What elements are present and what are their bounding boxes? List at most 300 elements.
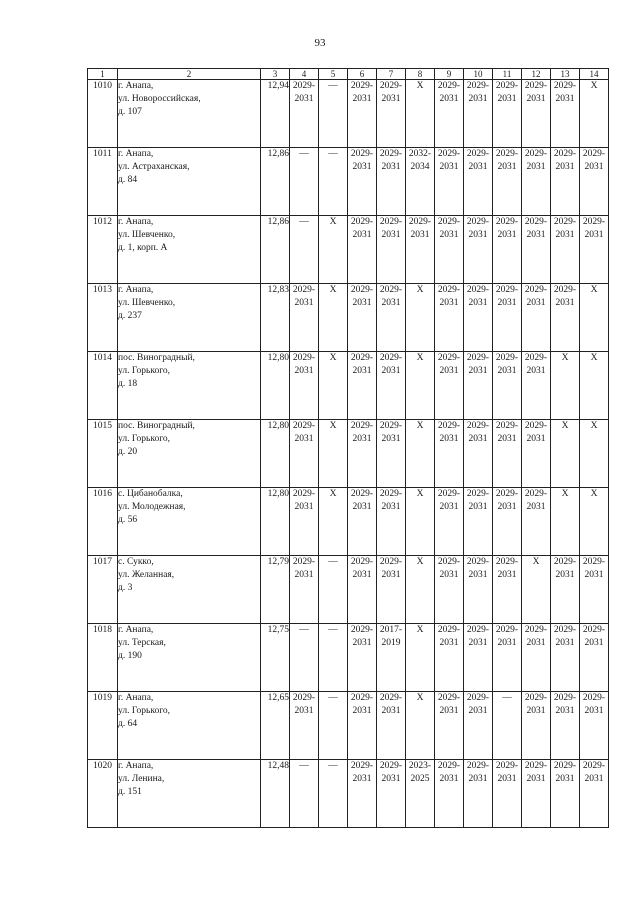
period-value: 2023- 2025 bbox=[408, 761, 432, 784]
period-value: 2029- 2031 bbox=[292, 353, 316, 376]
period-value: 2029- 2031 bbox=[379, 557, 403, 580]
area-value: 12,83 bbox=[261, 284, 290, 352]
area-value: 12,65 bbox=[261, 692, 290, 760]
period-cell bbox=[319, 352, 348, 420]
period-cell bbox=[348, 352, 377, 420]
period-value: X bbox=[416, 285, 424, 295]
period-value: X bbox=[416, 693, 424, 703]
period-value: 2029- 2031 bbox=[553, 625, 577, 648]
table-row bbox=[88, 624, 609, 692]
period-cell bbox=[290, 80, 319, 148]
period-cell bbox=[435, 420, 464, 488]
column-header: 2 bbox=[118, 69, 261, 80]
address-line: г. Анапа, bbox=[118, 693, 154, 703]
period-value: 2029- 2031 bbox=[495, 217, 519, 240]
period-value: X bbox=[532, 557, 540, 567]
period-cell bbox=[464, 488, 493, 556]
period-value: 2017- 2019 bbox=[379, 625, 403, 648]
period-value: X bbox=[329, 217, 337, 227]
period-cell bbox=[551, 692, 580, 760]
period-cell bbox=[551, 352, 580, 420]
period-cell bbox=[551, 488, 580, 556]
period-cell bbox=[319, 556, 348, 624]
period-value: 2029- 2031 bbox=[350, 625, 374, 648]
row-number: 1013 bbox=[88, 284, 118, 352]
period-cell bbox=[493, 148, 522, 216]
address-line: д. 1, корп. А bbox=[118, 243, 168, 253]
area-value: 12,79 bbox=[261, 556, 290, 624]
address-line: пос. Виноградный, bbox=[118, 353, 195, 363]
period-cell bbox=[377, 556, 406, 624]
address-line: ул. Терская, bbox=[118, 638, 166, 648]
period-cell bbox=[551, 556, 580, 624]
period-cell bbox=[551, 624, 580, 692]
period-cell bbox=[406, 284, 435, 352]
period-value: 2032- 2034 bbox=[408, 149, 432, 172]
period-value: X bbox=[329, 285, 337, 295]
period-cell bbox=[464, 624, 493, 692]
period-value: 2029- 2031 bbox=[292, 421, 316, 444]
column-header: 14 bbox=[580, 69, 609, 80]
period-value: 2029- 2031 bbox=[582, 693, 606, 716]
period-cell bbox=[290, 284, 319, 352]
period-value: X bbox=[590, 353, 598, 363]
column-header: 13 bbox=[551, 69, 580, 80]
period-value: — bbox=[328, 557, 338, 567]
period-cell bbox=[580, 80, 609, 148]
period-value: X bbox=[416, 489, 424, 499]
area-value: 12,86 bbox=[261, 216, 290, 284]
period-cell bbox=[493, 216, 522, 284]
address-line: ул. Астраханская, bbox=[118, 162, 190, 172]
table-row bbox=[88, 352, 609, 420]
period-cell bbox=[435, 624, 464, 692]
period-cell bbox=[319, 420, 348, 488]
period-value: X bbox=[561, 421, 569, 431]
period-cell bbox=[406, 80, 435, 148]
period-cell bbox=[435, 216, 464, 284]
period-cell bbox=[435, 760, 464, 828]
period-cell bbox=[493, 284, 522, 352]
address-line: с. Сукко, bbox=[118, 557, 154, 567]
address-line: д. 84 bbox=[118, 175, 138, 185]
period-cell bbox=[319, 624, 348, 692]
period-value: 2029- 2031 bbox=[350, 489, 374, 512]
period-value: 2029- 2031 bbox=[379, 489, 403, 512]
period-cell bbox=[551, 760, 580, 828]
address-line: ул. Горького, bbox=[118, 706, 170, 716]
period-value: 2029- 2031 bbox=[350, 285, 374, 308]
period-cell bbox=[522, 80, 551, 148]
period-cell bbox=[319, 760, 348, 828]
period-cell bbox=[580, 352, 609, 420]
column-header: 9 bbox=[435, 69, 464, 80]
address-cell bbox=[118, 284, 261, 352]
address-line: д. 107 bbox=[118, 107, 142, 117]
period-value: 2029- 2031 bbox=[408, 217, 432, 240]
period-value: 2029- 2031 bbox=[524, 421, 548, 444]
period-value: 2029- 2031 bbox=[379, 217, 403, 240]
table-row bbox=[88, 216, 609, 284]
period-value: X bbox=[590, 421, 598, 431]
period-cell bbox=[580, 420, 609, 488]
address-line: ул. Новороссийская, bbox=[118, 94, 201, 104]
period-cell bbox=[406, 556, 435, 624]
period-value: X bbox=[561, 353, 569, 363]
address-cell bbox=[118, 760, 261, 828]
period-value: 2029- 2031 bbox=[524, 761, 548, 784]
period-cell bbox=[406, 148, 435, 216]
period-cell bbox=[580, 624, 609, 692]
address-line: ул. Горького, bbox=[118, 434, 170, 444]
column-header: 5 bbox=[319, 69, 348, 80]
period-cell bbox=[290, 148, 319, 216]
period-value: 2029- 2031 bbox=[350, 81, 374, 104]
period-value: 2029- 2031 bbox=[524, 217, 548, 240]
period-cell bbox=[580, 148, 609, 216]
address-line: г. Анапа, bbox=[118, 285, 154, 295]
period-cell bbox=[464, 760, 493, 828]
period-value: 2029- 2031 bbox=[350, 421, 374, 444]
address-cell bbox=[118, 352, 261, 420]
period-value: — bbox=[299, 217, 309, 227]
period-value: — bbox=[299, 761, 309, 771]
area-value: 12,86 bbox=[261, 148, 290, 216]
period-cell bbox=[348, 760, 377, 828]
period-cell bbox=[377, 284, 406, 352]
period-value: X bbox=[416, 353, 424, 363]
period-cell bbox=[493, 624, 522, 692]
row-number: 1010 bbox=[88, 80, 118, 148]
period-value: 2029- 2031 bbox=[466, 421, 490, 444]
period-value: 2029- 2031 bbox=[350, 353, 374, 376]
row-number: 1019 bbox=[88, 692, 118, 760]
period-value: 2029- 2031 bbox=[437, 285, 461, 308]
period-value: X bbox=[329, 353, 337, 363]
period-value: 2029- 2031 bbox=[466, 489, 490, 512]
period-cell bbox=[319, 216, 348, 284]
period-cell bbox=[522, 148, 551, 216]
period-value: 2029- 2031 bbox=[466, 81, 490, 104]
period-value: X bbox=[329, 421, 337, 431]
period-cell bbox=[290, 420, 319, 488]
period-value: 2029- 2031 bbox=[466, 693, 490, 716]
period-value: 2029- 2031 bbox=[524, 81, 548, 104]
period-cell bbox=[435, 80, 464, 148]
period-value: 2029- 2031 bbox=[437, 761, 461, 784]
period-cell bbox=[522, 556, 551, 624]
period-value: 2029- 2031 bbox=[437, 217, 461, 240]
period-value: 2029- 2031 bbox=[437, 353, 461, 376]
period-value: — bbox=[328, 149, 338, 159]
column-header: 1 bbox=[88, 69, 118, 80]
row-number: 1012 bbox=[88, 216, 118, 284]
period-value: 2029- 2031 bbox=[466, 285, 490, 308]
address-line: ул. Ленина, bbox=[118, 774, 165, 784]
row-number: 1020 bbox=[88, 760, 118, 828]
period-value: 2029- 2031 bbox=[524, 149, 548, 172]
period-value: 2029- 2031 bbox=[524, 489, 548, 512]
period-cell bbox=[377, 80, 406, 148]
period-value: — bbox=[328, 693, 338, 703]
header-row bbox=[88, 69, 609, 80]
period-value: 2029- 2031 bbox=[495, 421, 519, 444]
period-cell bbox=[348, 488, 377, 556]
period-cell bbox=[522, 624, 551, 692]
period-value: 2029- 2031 bbox=[466, 625, 490, 648]
period-value: 2029- 2031 bbox=[379, 81, 403, 104]
period-cell bbox=[551, 284, 580, 352]
register-table bbox=[87, 68, 609, 828]
period-value: 2029- 2031 bbox=[553, 557, 577, 580]
period-cell bbox=[493, 80, 522, 148]
period-value: 2029- 2031 bbox=[553, 285, 577, 308]
address-cell bbox=[118, 216, 261, 284]
period-value: 2029- 2031 bbox=[379, 761, 403, 784]
period-value: 2029- 2031 bbox=[582, 217, 606, 240]
address-line: ул. Молодежная, bbox=[118, 502, 186, 512]
period-cell bbox=[493, 488, 522, 556]
area-value: 12,80 bbox=[261, 488, 290, 556]
row-number: 1014 bbox=[88, 352, 118, 420]
period-cell bbox=[551, 80, 580, 148]
period-value: — bbox=[502, 693, 512, 703]
period-value: X bbox=[416, 557, 424, 567]
period-cell bbox=[435, 556, 464, 624]
period-value: 2029- 2031 bbox=[437, 557, 461, 580]
period-value: 2029- 2031 bbox=[437, 421, 461, 444]
address-line: г. Анапа, bbox=[118, 81, 154, 91]
address-cell bbox=[118, 148, 261, 216]
period-value: 2029- 2031 bbox=[379, 421, 403, 444]
period-cell bbox=[522, 216, 551, 284]
period-value: — bbox=[328, 625, 338, 635]
period-value: X bbox=[590, 489, 598, 499]
period-value: X bbox=[416, 81, 424, 91]
address-line: с. Цибанобалка, bbox=[118, 489, 183, 499]
period-cell bbox=[580, 556, 609, 624]
period-cell bbox=[406, 692, 435, 760]
period-cell bbox=[493, 556, 522, 624]
address-line: ул. Шевченко, bbox=[118, 230, 176, 240]
address-line: г. Анапа, bbox=[118, 217, 154, 227]
table-row bbox=[88, 148, 609, 216]
period-value: 2029- 2031 bbox=[553, 693, 577, 716]
period-cell bbox=[377, 760, 406, 828]
period-cell bbox=[377, 420, 406, 488]
period-value: 2029- 2031 bbox=[292, 557, 316, 580]
period-cell bbox=[406, 216, 435, 284]
period-cell bbox=[348, 624, 377, 692]
period-cell bbox=[464, 148, 493, 216]
area-value: 12,80 bbox=[261, 352, 290, 420]
period-cell bbox=[522, 692, 551, 760]
period-value: 2029- 2031 bbox=[582, 761, 606, 784]
period-cell bbox=[464, 420, 493, 488]
period-cell bbox=[464, 692, 493, 760]
period-cell bbox=[580, 488, 609, 556]
period-cell bbox=[580, 284, 609, 352]
period-value: 2029- 2031 bbox=[495, 557, 519, 580]
period-cell bbox=[464, 80, 493, 148]
column-header: 6 bbox=[348, 69, 377, 80]
period-cell bbox=[377, 624, 406, 692]
period-value: 2029- 2031 bbox=[437, 693, 461, 716]
period-cell bbox=[435, 148, 464, 216]
address-line: д. 18 bbox=[118, 379, 138, 389]
period-value: 2029- 2031 bbox=[495, 285, 519, 308]
column-header: 3 bbox=[261, 69, 290, 80]
period-value: X bbox=[561, 489, 569, 499]
period-cell bbox=[348, 284, 377, 352]
column-header: 7 bbox=[377, 69, 406, 80]
period-value: 2029- 2031 bbox=[495, 81, 519, 104]
period-value: 2029- 2031 bbox=[466, 761, 490, 784]
period-cell bbox=[377, 216, 406, 284]
period-cell bbox=[348, 148, 377, 216]
period-cell bbox=[348, 420, 377, 488]
area-value: 12,94 bbox=[261, 80, 290, 148]
period-cell bbox=[290, 352, 319, 420]
period-cell bbox=[522, 284, 551, 352]
period-value: 2029- 2031 bbox=[553, 217, 577, 240]
column-header: 12 bbox=[522, 69, 551, 80]
period-value: X bbox=[590, 285, 598, 295]
period-cell bbox=[435, 488, 464, 556]
period-value: 2029- 2031 bbox=[582, 149, 606, 172]
period-cell bbox=[290, 624, 319, 692]
period-cell bbox=[551, 420, 580, 488]
period-cell bbox=[522, 420, 551, 488]
period-cell bbox=[493, 760, 522, 828]
period-cell bbox=[406, 420, 435, 488]
address-line: г. Анапа, bbox=[118, 625, 154, 635]
column-header: 8 bbox=[406, 69, 435, 80]
page-number: 93 bbox=[314, 37, 326, 49]
period-value: 2029- 2031 bbox=[379, 149, 403, 172]
period-value: 2029- 2031 bbox=[350, 557, 374, 580]
period-value: X bbox=[416, 625, 424, 635]
period-cell bbox=[319, 284, 348, 352]
address-line: ул. Желанная, bbox=[118, 570, 175, 580]
address-line: ул. Горького, bbox=[118, 366, 170, 376]
period-cell bbox=[348, 80, 377, 148]
address-line: г. Анапа, bbox=[118, 761, 154, 771]
period-value: 2029- 2031 bbox=[350, 217, 374, 240]
area-value: 12,75 bbox=[261, 624, 290, 692]
table-row bbox=[88, 284, 609, 352]
period-cell bbox=[319, 148, 348, 216]
period-value: 2029- 2031 bbox=[292, 81, 316, 104]
period-value: 2029- 2031 bbox=[495, 353, 519, 376]
period-cell bbox=[348, 556, 377, 624]
period-cell bbox=[290, 692, 319, 760]
period-value: — bbox=[328, 81, 338, 91]
address-line: пос. Виноградный, bbox=[118, 421, 195, 431]
period-value: X bbox=[329, 489, 337, 499]
period-value: — bbox=[299, 625, 309, 635]
period-cell bbox=[580, 760, 609, 828]
period-value: 2029- 2031 bbox=[437, 81, 461, 104]
period-cell bbox=[319, 80, 348, 148]
period-cell bbox=[290, 556, 319, 624]
period-value: 2029- 2031 bbox=[466, 557, 490, 580]
period-cell bbox=[551, 216, 580, 284]
address-line: г. Анапа, bbox=[118, 149, 154, 159]
period-value: 2029- 2031 bbox=[466, 217, 490, 240]
address-line: д. 237 bbox=[118, 311, 142, 321]
period-cell bbox=[493, 352, 522, 420]
column-header: 4 bbox=[290, 69, 319, 80]
period-cell bbox=[522, 352, 551, 420]
address-cell bbox=[118, 80, 261, 148]
row-number: 1011 bbox=[88, 148, 118, 216]
period-cell bbox=[319, 488, 348, 556]
period-value: 2029- 2031 bbox=[437, 489, 461, 512]
row-number: 1015 bbox=[88, 420, 118, 488]
table-row bbox=[88, 760, 609, 828]
period-cell bbox=[377, 148, 406, 216]
address-line: д. 3 bbox=[118, 583, 133, 593]
column-header: 11 bbox=[493, 69, 522, 80]
period-value: 2029- 2031 bbox=[350, 693, 374, 716]
row-number: 1017 bbox=[88, 556, 118, 624]
period-value: 2029- 2031 bbox=[437, 149, 461, 172]
period-value: 2029- 2031 bbox=[553, 149, 577, 172]
period-cell bbox=[522, 760, 551, 828]
period-cell bbox=[377, 488, 406, 556]
period-cell bbox=[464, 284, 493, 352]
period-cell bbox=[406, 624, 435, 692]
period-cell bbox=[435, 284, 464, 352]
period-cell bbox=[290, 488, 319, 556]
period-value: 2029- 2031 bbox=[466, 353, 490, 376]
period-cell bbox=[406, 760, 435, 828]
address-cell bbox=[118, 488, 261, 556]
address-cell bbox=[118, 692, 261, 760]
period-cell bbox=[464, 352, 493, 420]
table-row bbox=[88, 80, 609, 148]
address-cell bbox=[118, 556, 261, 624]
period-value: 2029- 2031 bbox=[582, 625, 606, 648]
period-cell bbox=[493, 692, 522, 760]
address-cell bbox=[118, 420, 261, 488]
address-line: ул. Шевченко, bbox=[118, 298, 176, 308]
period-cell bbox=[551, 148, 580, 216]
period-value: 2029- 2031 bbox=[495, 149, 519, 172]
period-cell bbox=[377, 692, 406, 760]
period-cell bbox=[435, 352, 464, 420]
address-line: д. 20 bbox=[118, 447, 138, 457]
period-value: 2029- 2031 bbox=[524, 625, 548, 648]
period-value: 2029- 2031 bbox=[379, 693, 403, 716]
address-line: д. 190 bbox=[118, 651, 142, 661]
period-value: 2029- 2031 bbox=[350, 761, 374, 784]
period-cell bbox=[290, 216, 319, 284]
period-value: 2029- 2031 bbox=[553, 761, 577, 784]
period-value: 2029- 2031 bbox=[495, 625, 519, 648]
table-row bbox=[88, 556, 609, 624]
period-value: 2029- 2031 bbox=[292, 489, 316, 512]
table-row bbox=[88, 692, 609, 760]
period-cell bbox=[377, 352, 406, 420]
period-value: 2029- 2031 bbox=[466, 149, 490, 172]
period-value: 2029- 2031 bbox=[495, 761, 519, 784]
period-cell bbox=[290, 760, 319, 828]
period-cell bbox=[319, 692, 348, 760]
period-value: 2029- 2031 bbox=[379, 353, 403, 376]
address-line: д. 64 bbox=[118, 719, 138, 729]
